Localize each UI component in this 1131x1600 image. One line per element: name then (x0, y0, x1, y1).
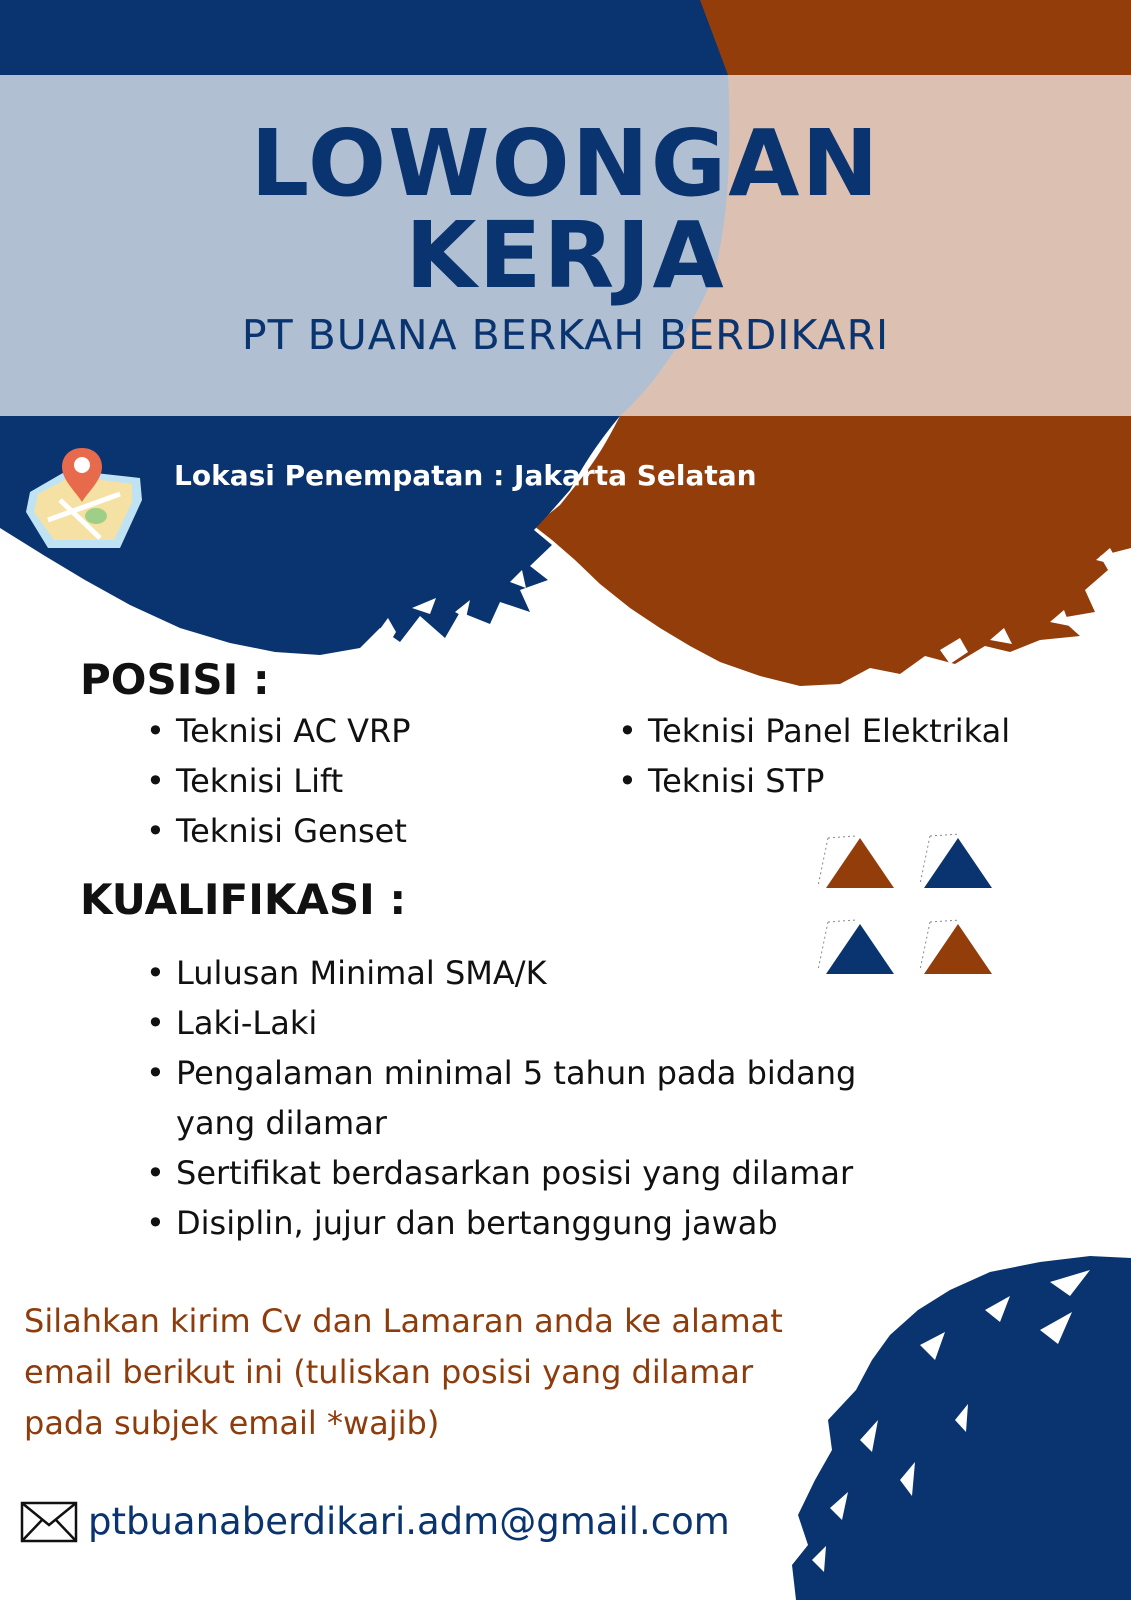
email-row (20, 1500, 730, 1544)
list-item: • Sertifikat berdasarkan posisi yang dilamar (146, 1148, 966, 1198)
list-item: • Teknisi AC VRP (146, 706, 596, 756)
list-item: • Teknisi Panel Elektrikal (618, 706, 1088, 756)
bottom-navy-brush (792, 1256, 1131, 1600)
title-line-1: LOWONGAN (250, 110, 881, 217)
location-text: Lokasi Penempatan : Jakarta Selatan (174, 459, 757, 492)
envelope-icon (20, 1501, 78, 1543)
title-line-2: KERJA (405, 202, 726, 309)
company-name: PT BUANA BERKAH BERDIKARI (241, 311, 890, 359)
list-item: • Disiplin, jujur dan bertanggung jawab (146, 1198, 966, 1248)
rust-brush-shape (534, 416, 1131, 686)
qualification-list (146, 948, 966, 1248)
top-color-strip (0, 0, 1131, 75)
email-address[interactable]: ptbuanaberdikari.adm@gmail.com (88, 1500, 730, 1543)
application-instructions: Silahkan kirim Cv dan Lamaran anda ke alamat email berikut ini (tuliskan posisi yang dilamar pada subjek email *wajib) (24, 1302, 783, 1442)
kualifikasi-heading: KUALIFIKASI : (80, 875, 407, 924)
list-item: • Teknisi STP (618, 756, 1088, 806)
list-item: • Pengalaman minimal 5 tahun pada bidang yang dilamar (146, 1048, 966, 1148)
posisi-heading: POSISI : (80, 655, 270, 704)
position-list-right (618, 706, 1088, 806)
list-item: • Teknisi Lift (146, 756, 596, 806)
list-item: • Lulusan Minimal SMA/K (146, 948, 966, 998)
position-list-left (146, 706, 596, 856)
list-item: • Laki-Laki (146, 998, 966, 1048)
list-item: • Teknisi Genset (146, 806, 596, 856)
